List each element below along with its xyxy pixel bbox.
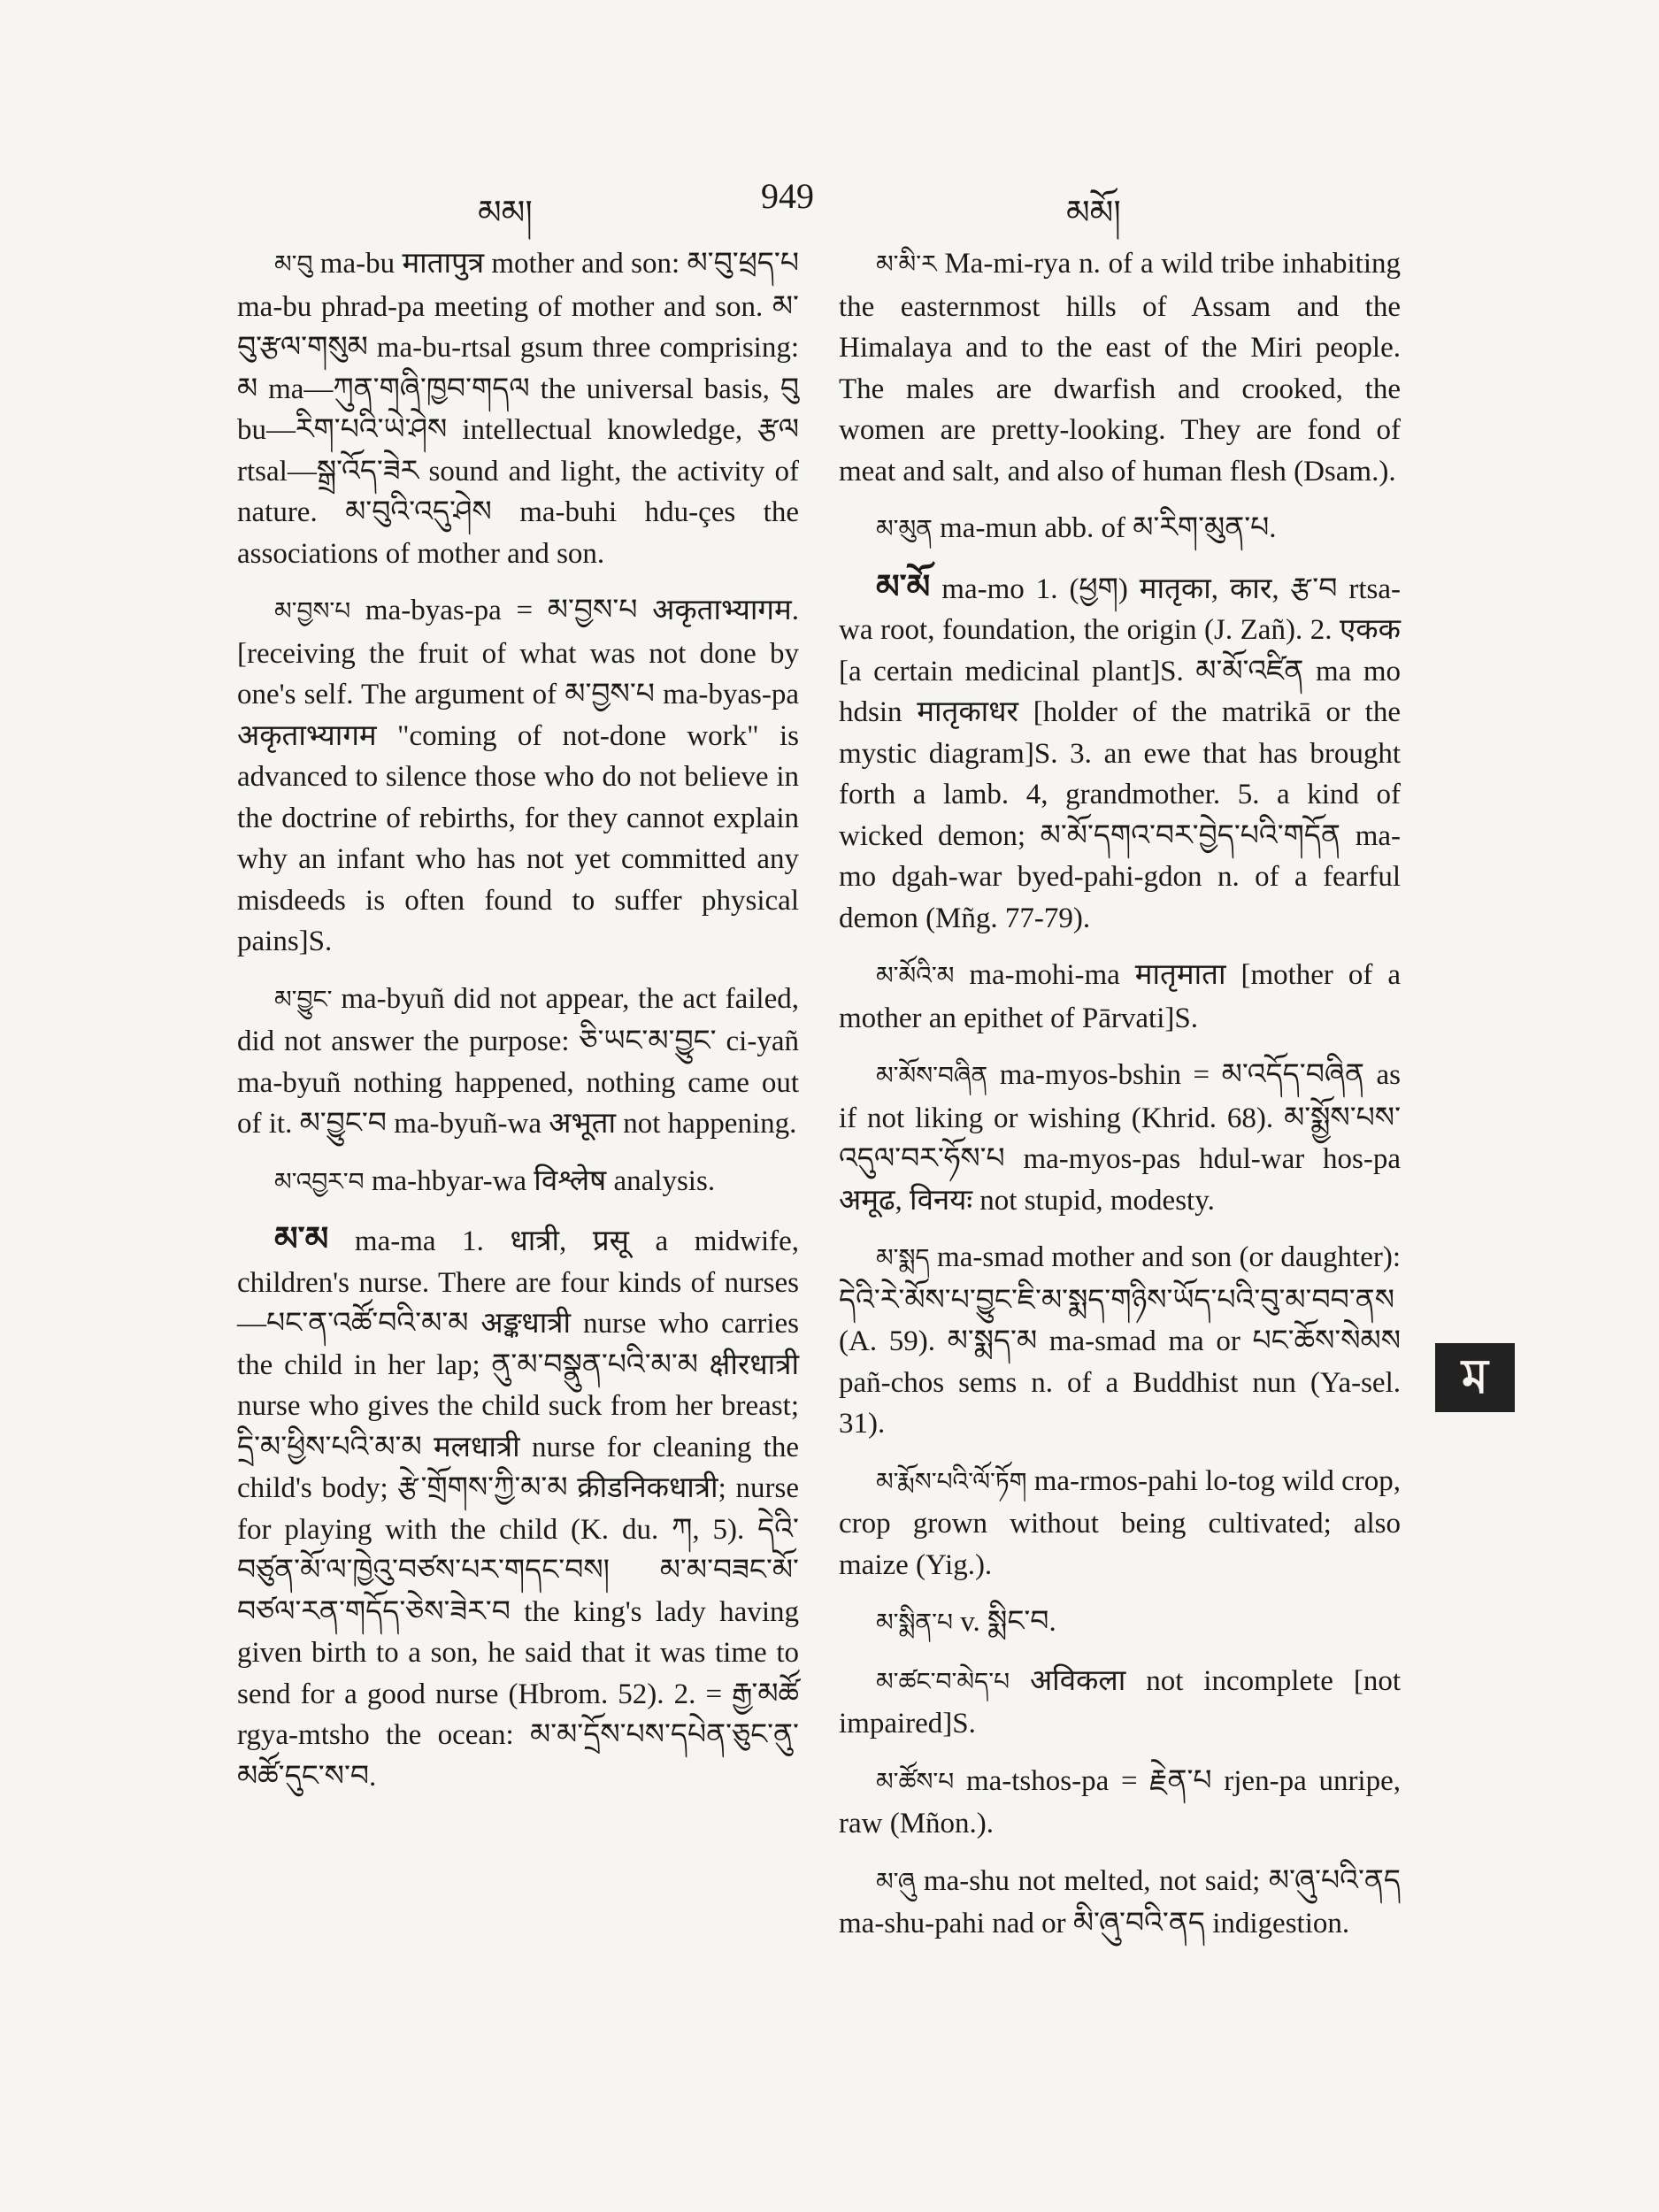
entry-ma-smin-pa: མ་སྨིན་པ v. སྨིང་བ. xyxy=(876,1606,1056,1638)
entry-ma-ma: མ་མ ma-ma 1. धात्री, प्रसू a midwife, children's nurse. There are four kinds of nurses—པང་ན་འཚོ་བའི་མ་མ अङ्कधात्री nurse who carries the child in her lap; ནུ་མ་བསྣུན་པའི་མ་མ क्षीरधात्री nurse who gives the child suck from her breast; དྲི་མ་ཕྱིས་པའི་མ་མ मलधात्री nurse for cleaning the child's body; རྩེ་གྲོགས་ཀྱི་མ་མ क्रीडनिकधात्री; nurse for playing with the child (K. du. ཀ, 5). དེའི་བཙུན་མོ་ལ་ཁྱེའུ་བཙས་པར་གདང་བས། མ་མ་བཟང་མོ་བཙལ་རན་གདོད་ཅེས་ཟེར་བ the king's lady having given birth to a son, he said that it was time to send for a good nurse (Hbrom. 52). 2. = རྒྱ་མཚོ rgya-mtsho the ocean: མ་མ་དྲོས་པས་དཔེན་ཅུང་ནུ་མཚོ་དུང་ས་བ. xyxy=(237,1221,799,1793)
entry-ma-smad: མ་སྨད ma-smad mother and son (or daughter): དེའི་རེ་མོས་པ་བྱུང་ཇི་མ་སྨད་གཉིས་ཡོད་པའི་བུ་མ་བབ་ནས (A. 59). མ་སྨད་མ ma-smad ma or པང་ཆོས་སེམས pañ-chos sems n. of a Buddhist nun (Ya-sel. 31). xyxy=(839,1241,1401,1440)
entry-ma-mohi-ma: མ་མོའི་མ ma-mohi-ma मातृमाता [mother of a mother an epithet of Pārvati]S. xyxy=(839,959,1401,1034)
entry-ma-shu: མ་ཞུ ma-shu not melted, not said; མ་ཞུ་པའི་ནད ma-shu-pahi nad or མི་ཞུ་བའི་ནད indigestion. xyxy=(839,1864,1401,1939)
entry-ma-mo: མ་མོ ma-mo 1. (ཕྱག) मातृका, कार, རྩ་བ rtsa-wa root, foundation, the origin (J. Zañ). 2. एकक [a certain medicinal plant]S. མ་མོ་འཛིན ma mo hdsin मातृकाधर [holder of the matrikā or the mystic diagram]S. 3. an ewe that has brought forth a lamb. 4, grandmother. 5. a kind of wicked demon; མ་མོ་དགའ་བར་བྱེད་པའི་གདོན ma-mo dgah-war byed-pahi-gdon n. of a fearful demon (Mñg. 77-79). xyxy=(839,568,1401,934)
entry-ma-myos-bshin: མ་མོས་བཞིན ma-myos-bshin = མ་འདོད་བཞིན as if not liking or wishing (Khrid. 68). མ་སྨྱོས་པས་འདུལ་བར་ཧོས་པ ma-myos-pas hdul-war hos-pa अमूढ, विनयः not stupid, modesty. xyxy=(839,1059,1401,1217)
page-number: 949 xyxy=(761,176,814,216)
left-guide-word: མམ། xyxy=(478,195,533,232)
entry-ma-mun: མ་མུན ma-mun abb. of མ་རིག་མུན་པ. xyxy=(876,512,1277,544)
entry-ma-tshos-pa: མ་ཚོས་པ ma-tshos-pa = རྗེན་པ rjen-pa unripe, raw (Mñon.). xyxy=(839,1764,1401,1839)
entry-ma-rmos-pahi: མ་རྨོས་པའི་ལོ་ཏོག ma-rmos-pahi lo-tog wild crop, crop grown without being cultivated; also maize (Yig.). xyxy=(839,1464,1401,1581)
thumb-index-tab: ম xyxy=(1435,1343,1515,1412)
entry-ma-hbyar-wa: མ་འབྱར་བ ma-hbyar-wa विश्लेष analysis. xyxy=(274,1164,716,1197)
entry-ma-tshan-wa: མ་ཚང་བ་མེད་པ अविकला not incomplete [not impaired]S. xyxy=(839,1664,1401,1740)
right-column xyxy=(839,243,1401,1961)
entry-ma-byas-pa: མ་བྱས་པ ma-byas-pa = མ་བྱས་པ अकृताभ्यागम. [receiving the fruit of what was not done by one's self. The argument of མ་བྱས་པ ma-byas-pa अकृताभ्यागम "coming of not-done work" is advanced to silence those who do not believe in the doctrine of rebirths, for they cannot explain why an infant who has not yet committed any misdeeds is often found to suffer physical pains]S. xyxy=(237,595,799,957)
left-column xyxy=(237,243,799,1813)
entry-ma-bu: མ་བུ ma-bu मातापुत्र mother and son: མ་བུ་ཕྲད་པ ma-bu phrad-pa meeting of mother and son. མ་བུ་རྩལ་གསུམ ma-bu-rtsal gsum three comprising: མ ma—ཀུན་གཞི་ཁྱབ་གདལ the universal basis, བུ bu—རིག་པའི་ཡེ་ཤེས intellectual knowledge, རྩལ rtsal—སྒྲ་འོད་ཟེར sound and light, the activity of nature. མ་བུའི་འདུ་ཤེས ma-buhi hdu-çes the associations of mother and son. xyxy=(237,248,799,570)
right-guide-word: མམོ། xyxy=(1066,195,1121,232)
entry-ma-mi-rya: མ་མི་ར Ma-mi-rya n. of a wild tribe inhabiting the easternmost hills of Assam and the Himalaya and to the east of the Miri people. The males are dwarfish and crooked, the women are pretty-looking. They are fond of meat and salt, and also of human flesh (Dsam.). xyxy=(839,248,1401,488)
entry-ma-byun: མ་བྱུང་ ma-byuñ did not appear, the act failed, did not answer the purpose: ཅི་ཡང་མ་བྱུང་ ci-yañ ma-byuñ nothing happened, nothing came out of it. མ་བྱུང་བ ma-byuñ-wa अभूता not happening. xyxy=(237,982,799,1140)
